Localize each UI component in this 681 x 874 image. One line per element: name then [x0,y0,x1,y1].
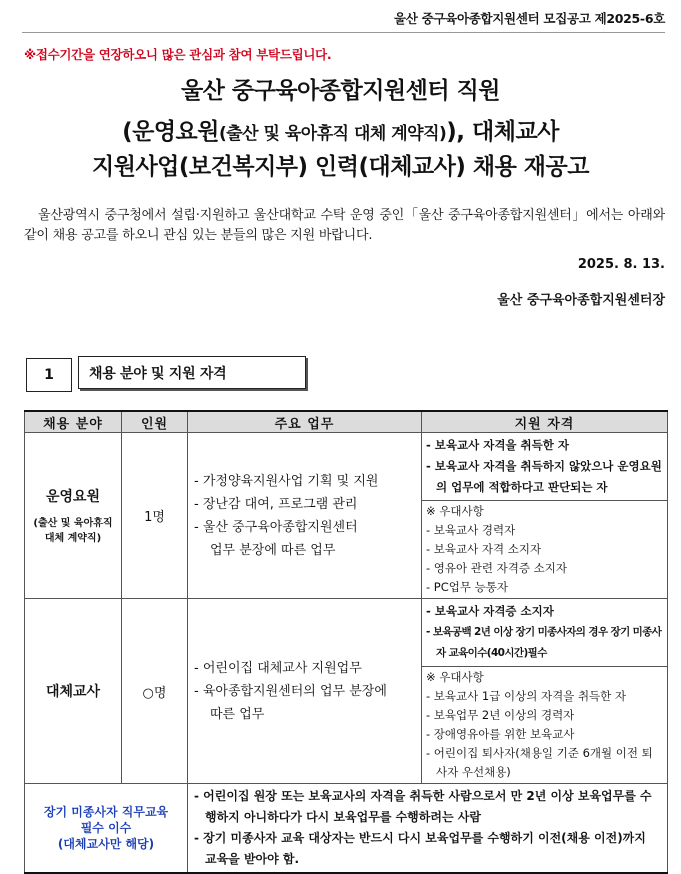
duty-item: - 울산 중구육아종합지원센터 [194,519,358,535]
duty-item: - 어린이집 대체교사 지원업무 [194,660,362,676]
preference-item: - 보육교사 자격 소지자 [426,542,542,556]
header-duties: 주요 업무 [188,411,422,433]
header-divider [22,32,665,33]
title-line-2-a: (운영요원 [122,119,219,145]
field-name: 대체교사 [45,684,101,700]
extension-notice: ※접수기간을 연장하오니 많은 관심과 참여 부탁드립니다. [24,47,332,62]
required-qualifications [422,599,667,667]
preference-heading: ※ 우대사항 [426,504,484,518]
count-cell: 1명 [122,433,188,599]
qualification-item: - 보육교사 자격을 취득한 자 [426,438,569,452]
preference-item: - PC업무 능통자 [426,580,508,594]
education-item: - 어린이집 원장 또는 보육교사의 자격을 취득한 사람으로서 만 2년 이상 보육업무를 수행하지 아니하다가 다시 보육업무를 수행하려는 사람 [194,789,652,824]
preference-item: - 영유아 관련 자격증 소지자 [426,561,567,575]
qualification-item: - 보육교사 자격을 취득하지 않았으나 운영요원의 업무에 적합하다고 판단되는 자 [426,459,662,494]
table-header-row [25,411,668,433]
table-row-education [25,784,668,874]
intro-paragraph: 울산광역시 중구청에서 설립·지원하고 울산대학교 수탁 운영 중인「울산 중구육아종합지원센터」에서는 아래와 같이 채용 공고를 하오니 관심 있는 분들의 많은 지원 바랍니다. [24,208,665,243]
preference-item: - 보육교사 경력자 [426,523,516,537]
title-line-2 [0,113,681,146]
section-number: 1 [26,358,72,392]
qualification-item: - 보육교사 자격증 소지자 [426,604,554,618]
required-qualifications [422,433,667,501]
field-name: 운영요원 [45,488,101,505]
duties-cell [188,599,422,784]
document-number: 울산 중구육아종합지원센터 모집공고 제2025-6호 [394,11,665,26]
table-row [25,433,668,599]
education-label-3: (대체교사만 해당) [57,837,155,851]
title-line-1: 울산 중구육아종합지원센터 직원 [180,78,501,104]
title-line-2-c: ), 대체교사 [446,119,559,145]
preference-item: - 어린이집 퇴사자(채용일 기준 6개월 이전 퇴사자 우선채용) [426,746,653,779]
duties-cell [188,433,422,599]
qualifications-cell [422,433,668,599]
header-field: 채용 분야 [25,411,122,433]
organization-name: 울산 중구육아종합지원센터장 [497,293,665,308]
education-item: - 장기 미종사자 교육 대상자는 반드시 다시 보육업무를 수행하기 이전(채용 이전)까지 교육을 받아야 함. [194,831,646,866]
duty-item: - 가정양육지원사업 기획 및 지원 [194,473,379,489]
notice-date: 2025. 8. 13. [577,257,665,272]
duty-item: - 장난감 대여, 프로그램 관리 [194,496,358,512]
education-label-1: 장기 미종사자 직무교육 [43,805,169,819]
duty-item: 따른 업무 [210,706,265,722]
count-cell: ○명 [122,599,188,784]
preference-item: - 장애영유아를 위한 보육교사 [426,727,575,741]
header-count: 인원 [122,411,188,433]
field-cell [25,599,122,784]
field-sub-2: 대체 계약직) [44,532,102,544]
preferences [422,501,667,598]
duty-item: 업무 분장에 따른 업무 [210,542,336,558]
section-title: 채용 분야 및 지원 자격 [78,356,306,389]
header-qualifications: 지원 자격 [422,411,668,433]
field-sub-1: (출산 및 육아휴직 [33,517,113,529]
preferences [422,667,667,783]
education-label-2: 필수 이수 [80,821,132,835]
education-label-cell [25,784,188,874]
qualifications-cell [422,599,668,784]
preference-heading: ※ 우대사항 [426,670,484,684]
table-row [25,599,668,784]
field-cell [25,433,122,599]
title-line-2-b: (출산 및 육아휴직 대체 계약직) [218,124,447,144]
preference-item: - 보육업무 2년 이상의 경력자 [426,708,575,722]
title-line-3: 지원사업(보건복지부) 인력(대체교사) 채용 재공고 [92,154,589,180]
qualification-item: - 보육공백 2년 이상 장기 미종사자의 경우 장기 미종사자 교육이수(40시간)필수 [426,626,662,659]
preference-item: - 보육교사 1급 이상의 자격을 취득한 자 [426,689,627,703]
education-details-cell [188,784,668,874]
duty-item: - 육아종합지원센터의 업무 분장에 [194,683,387,699]
recruitment-table [24,410,668,874]
